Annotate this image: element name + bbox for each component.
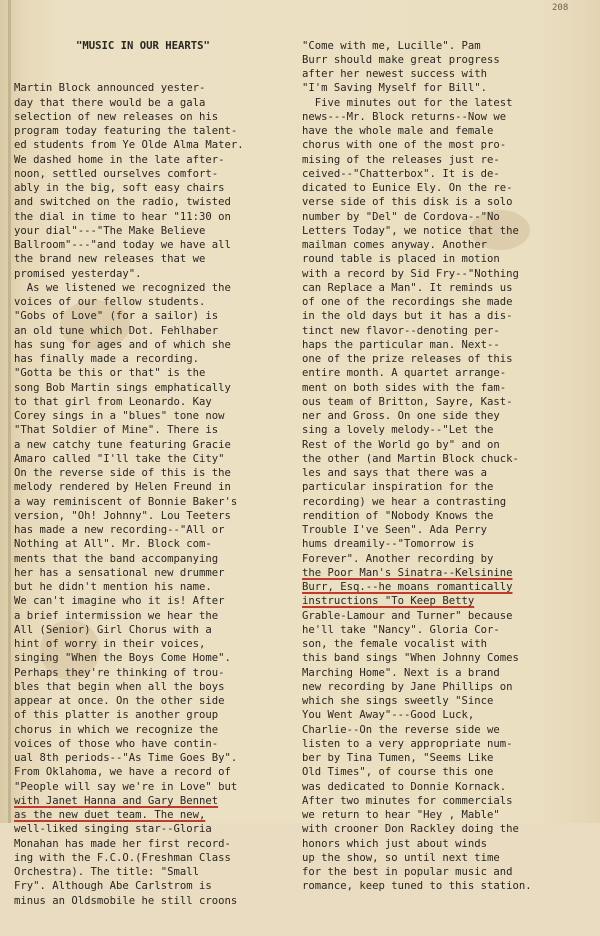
text-line: dicated to Eunice Ely. On the re- xyxy=(302,182,513,194)
text-line: You Went Away"---Good Luck, xyxy=(302,709,475,722)
text-line: particular inspiration for the xyxy=(302,481,494,494)
text-line: ments that the band accompanying xyxy=(14,552,219,565)
text-line: Corey sings in a "blues" tone now xyxy=(14,410,225,422)
text-line: song Bob Martin sings emphatically xyxy=(14,381,231,394)
text-line: haps the particular man. Next-- xyxy=(302,338,500,351)
text-line: which she sings sweetly "Since xyxy=(302,695,494,707)
text-line: can Replace a Man". It reminds us xyxy=(302,281,513,294)
text-line: Charlie--On the reverse side we xyxy=(302,723,500,736)
text-line: Grable-Lamour and Turner" because xyxy=(302,609,513,622)
text-line: a new catchy tune featuring Gracie xyxy=(14,438,231,451)
text-line: After two minutes for commercials xyxy=(302,794,513,807)
text-line: of this platter is another group xyxy=(14,709,219,722)
text-line: honors which just about winds xyxy=(302,837,487,850)
article-title: "MUSIC IN OUR HEARTS" xyxy=(76,39,210,52)
text-line: ment on both sides with the fam- xyxy=(302,381,507,394)
text-line: "I'm Saving Myself for Bill". xyxy=(302,82,487,95)
text-line: the dial in time to hear "11:30 on xyxy=(14,210,231,223)
text-line: up the show, so until next time xyxy=(302,851,500,864)
text-line: in the old days but it has a dis- xyxy=(302,310,513,323)
text-line: number by "Del" de Cordova--"No xyxy=(302,210,500,223)
text-line: singing "When the Boys Come Home". xyxy=(14,652,231,665)
text-line: was dedicated to Donnie Kornack. xyxy=(302,780,507,793)
text-line: Rest of the World go by" and on xyxy=(302,438,500,451)
text-line: chorus in which we recognize the xyxy=(14,723,219,736)
text-line: All (Senior) Girl Chorus with a xyxy=(14,623,212,636)
text-line: melody rendered by Helen Freund in xyxy=(14,481,231,494)
text-line: Orchestra). The title: "Small xyxy=(14,866,199,878)
text-line: ner and Gross. On one side they xyxy=(302,410,500,422)
text-line: an old tune which Dot. Fehlhaber xyxy=(14,324,219,337)
text-line: hint of worry in their voices, xyxy=(14,638,206,650)
text-line: entire month. A quartet arrange- xyxy=(302,367,507,380)
left-column-lines xyxy=(14,81,304,908)
page-number: 208 xyxy=(552,3,569,13)
text-line: hums dreamily--"Tomorrow is xyxy=(302,538,475,551)
text-line: "That Soldier of Mine". There is xyxy=(14,424,219,437)
text-line: has finally made a recording. xyxy=(14,353,199,365)
text-line: one of the prize releases of this xyxy=(302,353,513,365)
text-line: Martin Block announced yester- xyxy=(14,82,206,95)
paper-fold-mark xyxy=(8,0,11,823)
text-line: as the new duet team. The new, xyxy=(14,809,206,821)
text-line: version, "Oh! Johnny". Lou Teeters xyxy=(14,509,231,522)
text-line: recording) we hear a contrasting xyxy=(302,495,507,508)
text-line: noon, settled ourselves comfort- xyxy=(14,167,219,180)
text-line: Letters Today", we notice that the xyxy=(302,224,519,237)
text-line: les and says that there was a xyxy=(302,467,487,479)
text-line: ceived--"Chatterbox". It is de- xyxy=(302,167,500,180)
text-line: rendition of "Nobody Knows the xyxy=(302,509,494,522)
text-line: has made a new recording--"All or xyxy=(14,524,225,536)
text-line: Five minutes out for the latest xyxy=(302,96,513,109)
text-line: ber by Tina Tumen, "Seems Like xyxy=(302,752,494,764)
text-line: ual 8th periods--"As Time Goes By". xyxy=(14,752,238,764)
text-line: to that girl from Leonardo. Kay xyxy=(14,395,212,408)
text-line: instructions "To Keep Betty xyxy=(302,595,475,608)
text-line: mailman comes anyway. Another xyxy=(302,239,487,251)
text-line: bles that begin when all the boys xyxy=(14,680,225,693)
text-line: ably in the big, soft easy chairs xyxy=(14,182,225,194)
right-column-lines xyxy=(302,39,594,894)
text-line: Ballroom"---"and today we have all xyxy=(14,239,231,251)
text-line: Perhaps they're thinking of trou- xyxy=(14,666,225,679)
text-line: From Oklahoma, we have a record of xyxy=(14,766,231,779)
text-line: of one of the recordings she made xyxy=(302,296,513,308)
text-line: tinct new flavor--denoting per- xyxy=(302,324,500,337)
text-line: sing a lovely melody--"Let the xyxy=(302,424,494,437)
text-line: with crooner Don Rackley doing the xyxy=(302,823,519,836)
text-line: a way reminiscent of Bonnie Baker's xyxy=(14,495,238,508)
text-line: this band sings "When Johnny Comes xyxy=(302,652,519,665)
text-line: ing with the F.C.O.(Freshman Class xyxy=(14,851,231,864)
text-line: mising of the releases just re- xyxy=(302,153,500,166)
text-line: As we listened we recognized the xyxy=(14,281,231,294)
text-line: minus an Oldsmobile he still croons xyxy=(14,894,238,907)
text-line: listen to a very appropriate num- xyxy=(302,737,513,750)
text-line: Marching Home". Next is a brand xyxy=(302,666,500,679)
text-line: but he didn't mention his name. xyxy=(14,581,212,593)
text-line: promised yesterday". xyxy=(14,267,142,280)
text-line: Amaro called "I'll take the City" xyxy=(14,452,225,465)
text-line: ed students from Ye Olde Alma Mater. xyxy=(14,139,244,152)
text-line: well-liked singing star--Gloria xyxy=(14,823,212,836)
text-line: Forever". Another recording by xyxy=(302,552,494,565)
text-line: the brand new releases that we xyxy=(14,253,206,266)
right-column xyxy=(302,10,594,922)
text-line: round table is placed in motion xyxy=(302,253,500,266)
text-line: day that there would be a gala xyxy=(14,96,206,109)
text-line: the Poor Man's Sinatra--Kelsinine xyxy=(302,566,513,579)
text-line: We can't imagine who it is! After xyxy=(14,595,225,608)
text-line: chorus with one of the most pro- xyxy=(302,139,507,152)
text-line: have the whole male and female xyxy=(302,125,494,137)
text-line: romance, keep tuned to this station. xyxy=(302,880,532,893)
text-line: "Come with me, Lucille". Pam xyxy=(302,39,481,52)
text-line: new recording by Jane Phillips on xyxy=(302,680,513,693)
text-line: Monahan has made her first record- xyxy=(14,837,231,850)
text-line: On the reverse side of this is the xyxy=(14,467,231,479)
text-line: voices of those who have contin- xyxy=(14,737,219,750)
text-line: for the best in popular music and xyxy=(302,866,513,878)
text-line: Burr, Esq.--he moans romantically xyxy=(302,581,513,593)
text-line: and switched on the radio, twisted xyxy=(14,196,231,209)
text-line: her has a sensational new drummer xyxy=(14,566,225,579)
text-line: with Janet Hanna and Gary Bennet xyxy=(14,794,219,807)
text-line: selection of new releases on his xyxy=(14,110,219,123)
text-line: he'll take "Nancy". Gloria Cor- xyxy=(302,623,500,636)
text-line: we return to hear "Hey , Mable" xyxy=(302,809,500,821)
text-line: son, the female vocalist with xyxy=(302,638,487,650)
text-line: your dial"---"The Make Believe xyxy=(14,224,206,237)
text-line: voices of our fellow students. xyxy=(14,296,206,308)
text-line: "Gotta be this or that" is the xyxy=(14,367,206,380)
text-line: appear at once. On the other side xyxy=(14,695,225,707)
text-line: Nothing at All". Mr. Block com- xyxy=(14,538,212,551)
text-line: after her newest success with xyxy=(302,68,487,80)
text-line: ous team of Britton, Sayre, Kast- xyxy=(302,395,513,408)
text-line: Burr should make great progress xyxy=(302,53,500,66)
text-line: has sung for ages and of which she xyxy=(14,338,231,351)
text-line: a brief intermission we hear the xyxy=(14,609,219,622)
text-line: with a record by Sid Fry--"Nothing xyxy=(302,267,519,280)
text-line: program today featuring the talent- xyxy=(14,125,238,137)
text-line: We dashed home in the late after- xyxy=(14,153,225,166)
text-line: Trouble I've Seen". Ada Perry xyxy=(302,524,487,536)
left-column xyxy=(14,10,304,936)
text-line: verse side of this disk is a solo xyxy=(302,196,513,209)
text-line: Old Times", of course this one xyxy=(302,766,494,779)
text-line: "Gobs of Love" (for a sailor) is xyxy=(14,310,219,323)
text-line: news---Mr. Block returns--Now we xyxy=(302,110,507,123)
text-line: the other (and Martin Block chuck- xyxy=(302,452,519,465)
text-line: Fry". Although Abe Carlstrom is xyxy=(14,880,212,893)
text-line: "People will say we're in Love" but xyxy=(14,780,238,793)
